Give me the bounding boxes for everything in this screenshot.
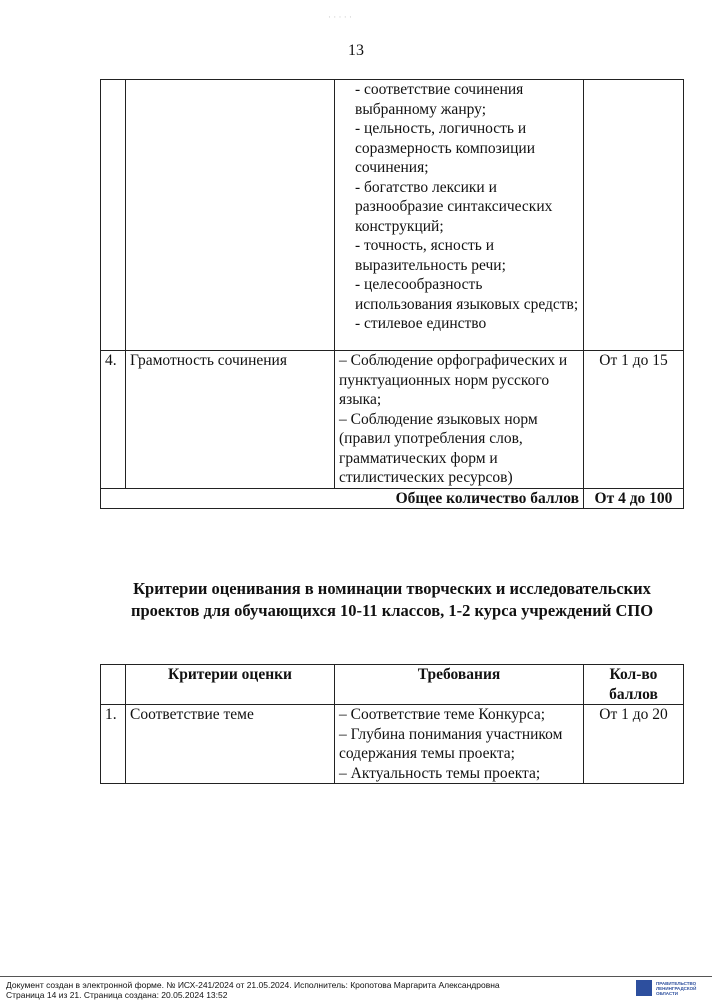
logo-text [656, 981, 696, 996]
criterion-name: Грамотность сочинения [126, 351, 335, 489]
table-row [101, 351, 684, 489]
criteria-table-projects [100, 664, 684, 784]
requirement-item: – Глубина понимания участником содержания темы проекта; [339, 725, 563, 762]
header-criterion: Критерии оценки [126, 665, 335, 705]
scan-mark: · · · · · [328, 12, 352, 22]
requirement-item: - соответствие сочинения выбранному жанру; [355, 81, 524, 118]
section-title: Критерии оценивания в номинации творческих и исследовательских проектов для обучающихся 10-11 классов, 1-2 курса учреждений СПО [130, 579, 654, 620]
total-label: Общее количество баллов [101, 488, 584, 509]
score-range: От 1 до 20 [584, 705, 684, 784]
requirement-item: - стилевое единство [355, 315, 487, 332]
requirement-item: - цельность, логичность и соразмерность композиции сочинения; [355, 120, 535, 176]
requirement-item: – Соответствие теме Конкурса; [339, 706, 546, 723]
table-header-row [101, 665, 684, 705]
logo-line: ЛЕНИНГРАДСКОЙ [656, 986, 697, 991]
requirement-item: – Соблюдение языковых норм (правил употребления слов, грамматических форм и стилистических ресурсов) [339, 410, 538, 486]
requirement-item: – Актуальность темы проекта; [339, 764, 541, 782]
requirements-cell [335, 80, 584, 351]
row-number: 4. [101, 351, 126, 489]
header-requirements: Требования [335, 665, 584, 705]
table-cell [101, 80, 126, 351]
emblem-icon [636, 980, 652, 996]
footer-divider [0, 976, 712, 977]
logo-line: ОБЛАСТИ [656, 991, 679, 996]
requirement-item: - богатство лексики и разнообразие синтаксических конструкций; [355, 178, 553, 235]
criteria-table-essay [100, 79, 684, 509]
header-num [101, 665, 126, 705]
table-row-total [101, 488, 684, 509]
requirement-item: – Соблюдение орфографических и пунктуационных норм русского языка; [339, 352, 568, 408]
requirements-cell [335, 705, 584, 784]
criterion-name: Соответствие теме [126, 705, 335, 784]
page-number: 13 [348, 42, 364, 59]
table-cell [584, 80, 684, 351]
table-row [101, 80, 684, 351]
header-score: Кол-во баллов [584, 665, 684, 705]
requirements-cell [335, 351, 584, 489]
footer-line-2: Страница 14 из 21. Страница создана: 20.05.2024 13:52 [6, 990, 228, 1000]
total-value: От 4 до 100 [584, 488, 684, 509]
footer-line-1: Документ создан в электронной форме. № ИСХ-241/2024 от 21.05.2024. Исполнитель: Кропотова Маргарита Александровна [6, 980, 500, 990]
requirement-item: - точность, ясность и выразительность речи; [355, 237, 506, 274]
row-number: 1. [101, 705, 126, 784]
table-row [101, 705, 684, 784]
logo-line: ПРАВИТЕЛЬСТВО [656, 981, 697, 986]
document-footer [6, 980, 500, 1000]
table-cell [126, 80, 335, 351]
score-range: От 1 до 15 [584, 351, 684, 489]
government-logo [636, 978, 706, 998]
requirement-item: - целесообразность использования языковых средств; [355, 276, 579, 313]
